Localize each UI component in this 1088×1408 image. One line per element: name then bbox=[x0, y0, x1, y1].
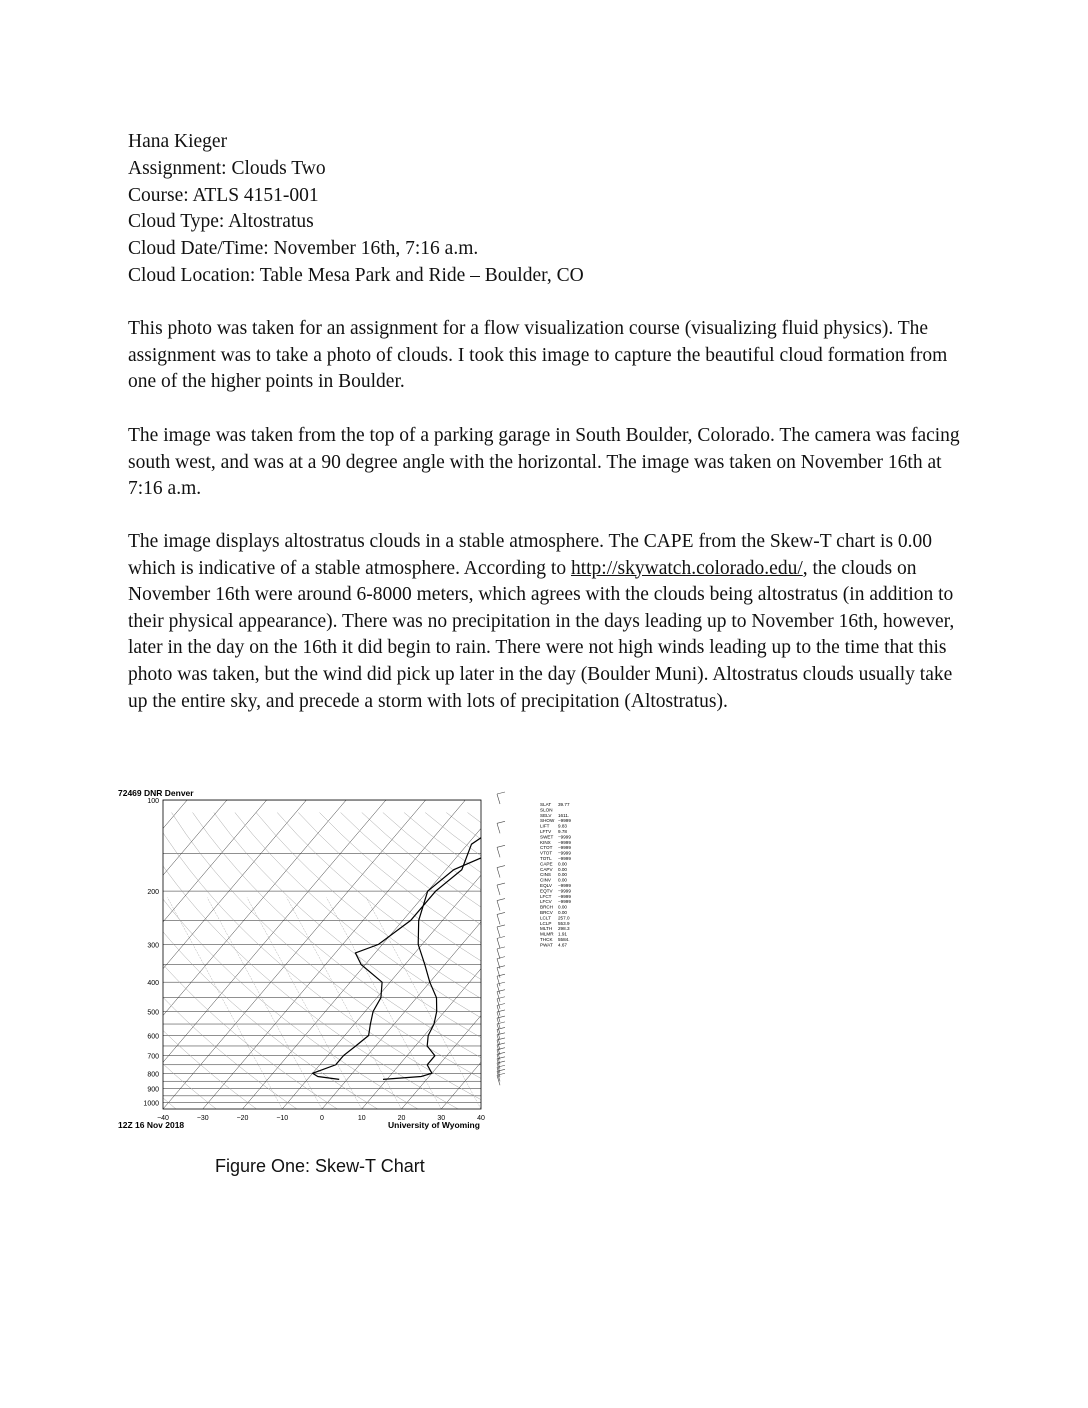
analysis-text-end: , the clouds on November 16th were around 6-8000 meters, which agrees with the clouds being altostratus (in addition to their physical appearance). There was no precipitation in the days leading up to November 16th, however, later in the day on the 16th it did begin to rain. There were not high winds leading up to the time that this photo was taken, but the wind did pick up later in the day (Boulder Muni). Altostratus clouds usually take up the entire sky, and precede a storm with lots of precipitation (Altostratus). bbox=[128, 557, 955, 712]
moist-adiabat bbox=[247, 898, 362, 1110]
isotherm-line bbox=[110, 800, 187, 1109]
pressure-tick-label: 1000 bbox=[143, 1100, 159, 1108]
index-name: LFCT bbox=[540, 893, 552, 899]
chart-footer-date: 12Z 16 Nov 2018 bbox=[118, 1120, 185, 1130]
pressure-tick-label: 100 bbox=[147, 798, 159, 805]
index-value: 9.78 bbox=[558, 829, 567, 834]
index-name: TOTL bbox=[540, 856, 552, 861]
index-name: SLON bbox=[540, 807, 553, 813]
index-value: 9.83 bbox=[558, 823, 567, 829]
pressure-tick-label: 600 bbox=[147, 1033, 159, 1041]
index-value: 5584. bbox=[558, 937, 570, 942]
index-name: THCK bbox=[540, 937, 553, 942]
isotherm-line bbox=[110, 800, 267, 1109]
pressure-tick-label: 800 bbox=[147, 1071, 159, 1079]
index-value: −9999 bbox=[558, 839, 571, 845]
temperature-tick-label: 10 bbox=[357, 1115, 366, 1122]
index-name: LCLP bbox=[540, 920, 552, 926]
cloud-type-line: Cloud Type: Altostratus bbox=[128, 211, 314, 233]
index-name: BRCH bbox=[540, 904, 554, 910]
assignment-header bbox=[128, 129, 584, 290]
wind-barb bbox=[497, 938, 500, 948]
skew-t-grid bbox=[110, 800, 590, 1109]
index-name: MLTH bbox=[540, 926, 553, 932]
wind-barb bbox=[497, 847, 500, 857]
index-value: 0.00 bbox=[558, 910, 567, 915]
dry-adiabat bbox=[110, 813, 176, 1110]
index-name: LFTV bbox=[540, 829, 552, 834]
dry-adiabat bbox=[341, 813, 590, 1110]
cloud-location-line: Cloud Location: Table Mesa Park and Ride – Boulder, CO bbox=[128, 264, 584, 286]
pressure-tick-label: 400 bbox=[147, 980, 159, 988]
paragraph-purpose: This photo was taken for an assignment for a flow visualization course (visualizing fluid physics). The assignment was to take a photo of clouds. I took this image to capture the beautiful cloud formation from one of the higher points in Boulder. bbox=[128, 318, 948, 393]
index-name: EQLV bbox=[540, 883, 552, 888]
isotherm-line bbox=[110, 800, 147, 1109]
isotherm-line bbox=[521, 800, 590, 1109]
moist-adiabat bbox=[207, 898, 322, 1110]
pressure-tick-label: 500 bbox=[147, 1009, 159, 1017]
wind-barb bbox=[497, 1073, 505, 1075]
temperature-tick-label: −10 bbox=[276, 1115, 289, 1122]
dry-adiabat bbox=[110, 813, 418, 1110]
dry-adiabat bbox=[468, 813, 591, 1110]
wind-barb bbox=[497, 912, 505, 914]
index-value: −9999 bbox=[558, 883, 571, 888]
wind-barb bbox=[497, 794, 500, 804]
index-name: PWAT bbox=[540, 942, 553, 948]
index-value: −9999 bbox=[558, 893, 571, 899]
index-value: −9999 bbox=[558, 888, 571, 894]
wind-barb bbox=[497, 997, 505, 999]
wind-barb bbox=[497, 845, 505, 847]
index-value: 0.00 bbox=[558, 904, 567, 910]
index-value: −9999 bbox=[558, 818, 571, 824]
wind-barb bbox=[497, 823, 500, 833]
stability-indices bbox=[540, 802, 571, 947]
index-value: −9999 bbox=[558, 899, 571, 905]
pressure-axis bbox=[143, 798, 159, 1108]
index-name: VTOT bbox=[540, 850, 553, 856]
moist-adiabat bbox=[327, 898, 442, 1110]
index-value: 0.00 bbox=[558, 866, 567, 872]
index-name: SELV bbox=[540, 812, 552, 818]
temperature-tick-label: 40 bbox=[477, 1115, 485, 1122]
dry-adiabat bbox=[214, 813, 590, 1110]
chart-title: 72469 DNR Denver bbox=[118, 788, 194, 798]
wind-barb bbox=[497, 866, 505, 868]
wind-barb bbox=[497, 957, 505, 959]
dry-adiabat bbox=[193, 813, 579, 1110]
dry-adiabat bbox=[235, 813, 590, 1110]
pressure-tick-label: 700 bbox=[147, 1053, 159, 1061]
index-value: 298.3 bbox=[558, 926, 570, 932]
temperature-tick-label: 20 bbox=[397, 1115, 406, 1122]
index-value: −9999 bbox=[558, 845, 571, 851]
wind-barb bbox=[497, 885, 500, 895]
index-name: LIFT bbox=[540, 823, 550, 829]
pressure-tick-label: 300 bbox=[147, 942, 159, 950]
pressure-tick-label: 200 bbox=[147, 889, 159, 897]
index-value: 4.67 bbox=[558, 942, 567, 948]
wind-barb bbox=[497, 899, 505, 901]
isotherm-line bbox=[163, 800, 426, 1109]
index-name: BRCV bbox=[540, 910, 553, 915]
isotherm-line bbox=[481, 800, 590, 1109]
isotherm-line bbox=[110, 800, 227, 1109]
index-name: MLMR bbox=[540, 931, 554, 937]
wind-barb bbox=[497, 925, 505, 927]
isotherm-line bbox=[243, 800, 506, 1109]
wind-barb bbox=[497, 883, 505, 885]
dry-adiabat bbox=[362, 813, 590, 1110]
index-name: SHOW bbox=[540, 818, 555, 824]
index-value: 257.0 bbox=[558, 915, 570, 921]
wind-barb bbox=[497, 966, 505, 968]
dry-adiabat bbox=[110, 813, 297, 1110]
temperature-tick-label: −40 bbox=[157, 1115, 169, 1122]
plot-frame bbox=[163, 800, 481, 1109]
index-name: CINS bbox=[540, 872, 551, 878]
pressure-tick-label: 900 bbox=[147, 1086, 159, 1094]
index-value: 553.9 bbox=[558, 920, 570, 926]
wind-barb bbox=[497, 821, 505, 823]
temperature-tick-label: 30 bbox=[437, 1115, 446, 1122]
paragraph-setup: The image was taken from the top of a parking garage in South Boulder, Colorado. The camera was facing south west, and was at a 90 degree angle with the horizontal. The image was taken on November 16th at 7:16 a.m. bbox=[128, 425, 960, 500]
wind-barb bbox=[497, 949, 500, 959]
wind-barbs bbox=[497, 792, 505, 1085]
figure-caption: Figure One: Skew-T Chart bbox=[215, 1156, 425, 1176]
index-value: −9999 bbox=[558, 850, 571, 856]
isotherm-line bbox=[362, 800, 590, 1109]
index-name: LCLT bbox=[540, 915, 551, 921]
temperature-tick-label: −30 bbox=[196, 1115, 209, 1122]
temperature-tick-label: −20 bbox=[236, 1115, 249, 1122]
wind-barb bbox=[497, 947, 505, 949]
wind-barb bbox=[497, 868, 500, 878]
index-name: KINX bbox=[540, 839, 551, 845]
wind-barb bbox=[497, 792, 505, 794]
index-value: −9999 bbox=[558, 834, 571, 840]
index-name: SWET bbox=[540, 834, 554, 840]
dry-adiabat bbox=[110, 813, 257, 1110]
dry-adiabat bbox=[150, 813, 498, 1110]
index-value: 0.00 bbox=[558, 861, 567, 867]
moist-adiabat bbox=[287, 898, 402, 1110]
cloud-datetime-line: Cloud Date/Time: November 16th, 7:16 a.m. bbox=[128, 238, 479, 260]
isotherm-line bbox=[203, 800, 466, 1109]
isotherm-line bbox=[110, 800, 346, 1109]
skew-t-chart bbox=[110, 784, 590, 1134]
wind-barb bbox=[497, 936, 505, 938]
index-name: CINV bbox=[540, 877, 551, 883]
index-name: EQTV bbox=[540, 888, 553, 894]
analysis-text-start: The image displays altostratus clouds in a stable atmosphere. The CAPE from the Skew-T chart is 0.00 which is indicative of a stable atmosphere. According to bbox=[128, 531, 933, 579]
skywatch-link[interactable]: http://skywatch.colorado.edu/ bbox=[570, 557, 803, 579]
moist-adiabat bbox=[366, 898, 481, 1110]
index-value: 1611. bbox=[558, 812, 570, 818]
temperature-tick-label: 0 bbox=[320, 1115, 324, 1122]
assignment-line: Assignment: Clouds Two bbox=[128, 157, 326, 179]
index-value: 0.00 bbox=[558, 872, 567, 878]
wind-barb bbox=[497, 914, 500, 924]
index-value: 0.00 bbox=[558, 877, 567, 883]
index-value: 1.91 bbox=[558, 931, 567, 937]
author-name: Hana Kieger bbox=[128, 131, 228, 152]
index-value: 39.77 bbox=[558, 802, 570, 807]
course-line: Course: ATLS 4151-001 bbox=[128, 184, 319, 206]
index-name: CTOT bbox=[540, 845, 553, 851]
wind-barb bbox=[497, 990, 505, 992]
isotherm-line bbox=[110, 800, 306, 1109]
chart-footer-source: University of Wyoming bbox=[388, 1120, 480, 1130]
index-name: CAPE bbox=[540, 861, 553, 867]
dry-adiabat bbox=[110, 813, 337, 1110]
index-name: CAPV bbox=[540, 866, 553, 872]
paragraph-analysis bbox=[128, 529, 968, 715]
index-name: SLAT bbox=[540, 802, 552, 807]
wind-barb bbox=[497, 974, 505, 976]
wind-barb bbox=[497, 927, 500, 937]
index-name: LFCV bbox=[540, 899, 552, 905]
wind-barb bbox=[497, 901, 500, 911]
wind-barb bbox=[497, 982, 505, 984]
index-value: −9999 bbox=[558, 856, 571, 861]
